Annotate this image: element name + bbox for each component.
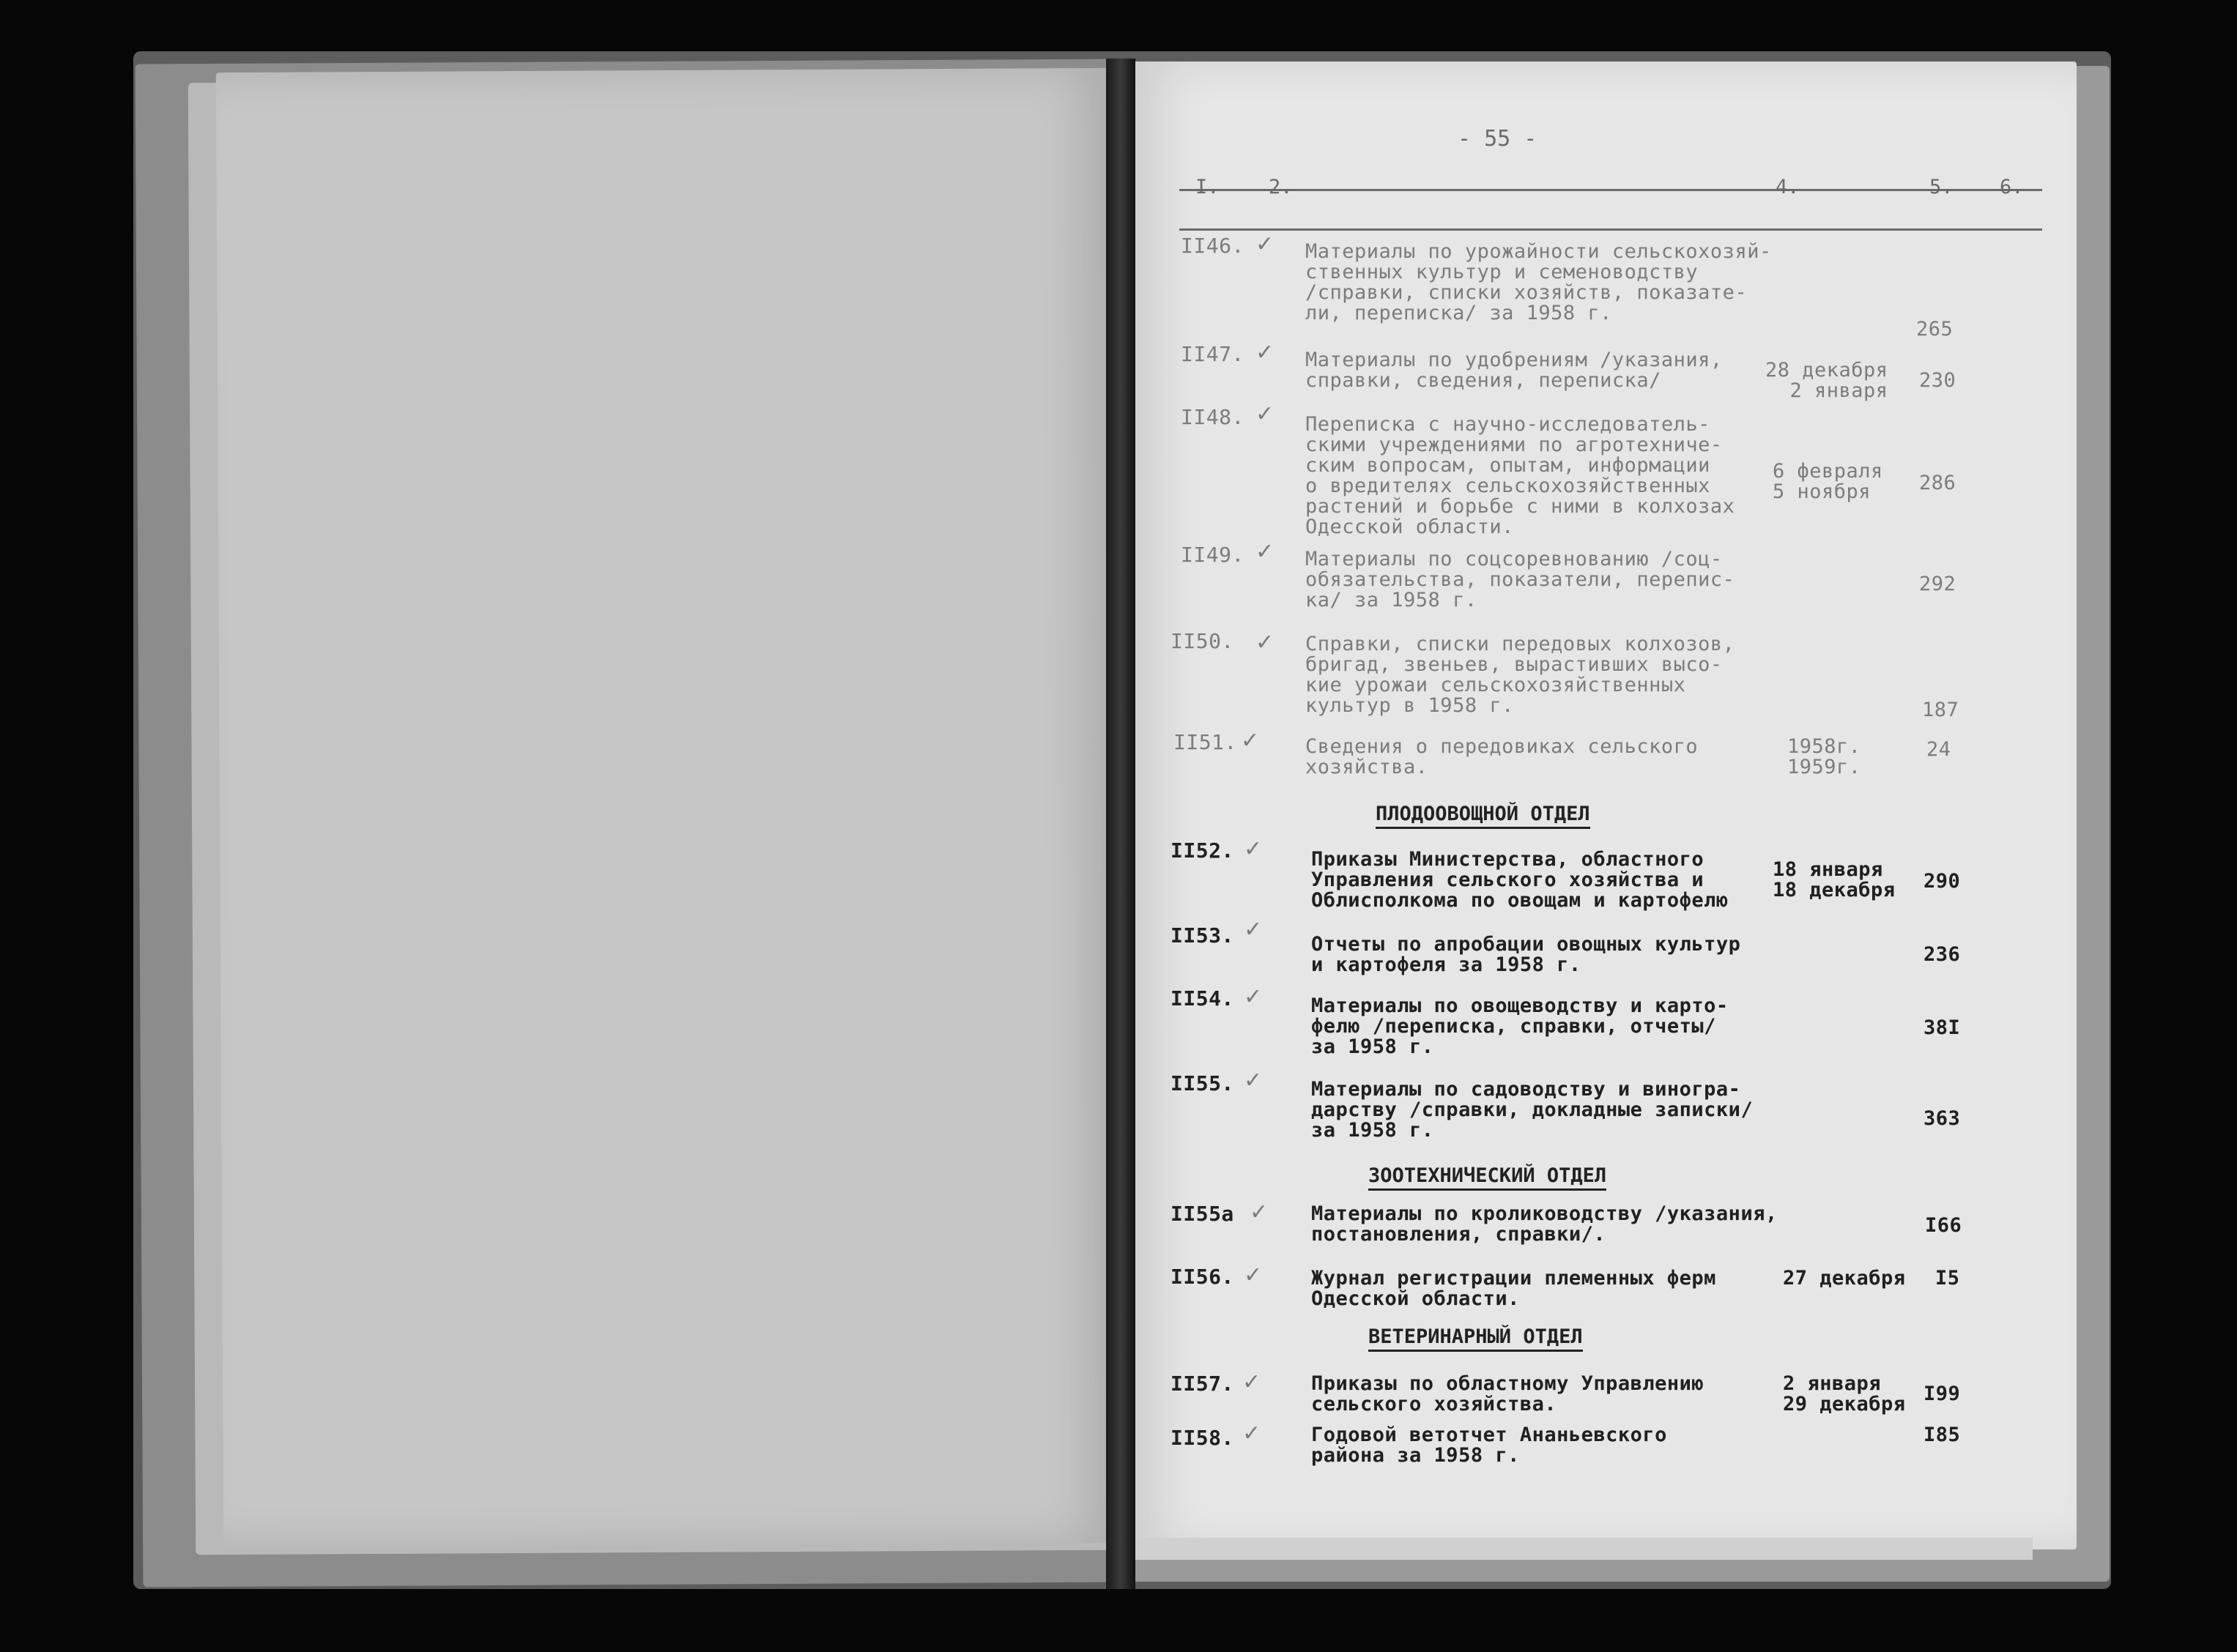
entry-number: II55. xyxy=(1171,1071,1234,1095)
entry-number: II48. xyxy=(1181,405,1244,429)
check-icon: ✓ xyxy=(1255,340,1275,365)
page-number: - 55 - xyxy=(1458,126,1537,152)
entry-text: Сведения о передовиках сельского хозяйства. xyxy=(1305,735,1699,778)
entry-number: II49. xyxy=(1181,543,1244,567)
entry-text: Приказы Министерства, областного Управления сельского хозяйства и Облисполкома по овощам и картофелю xyxy=(1311,848,1729,912)
entry-number: II51. xyxy=(1173,730,1237,754)
entry-pages: 24 xyxy=(1926,738,1951,761)
entry-dates: 27 декабря xyxy=(1783,1267,1906,1290)
entry-text: Материалы по урожайности сельскохозяй- ственных культур и семеноводству /справки, списки хозяйств, показате- ли, переписка/ за 1958 г. xyxy=(1305,240,1772,324)
check-icon: ✓ xyxy=(1255,630,1275,655)
entry-text: Справки, списки передовых колхозов, бригад, звеньев, вырастивших высо- кие урожаи сельскохозяйственных культур в 1958 г. xyxy=(1305,633,1735,717)
entry-pages: I99 xyxy=(1923,1383,1961,1405)
section-heading: ЗООТЕХНИЧЕСКИЙ ОТДЕЛ xyxy=(1368,1164,1606,1191)
entry-pages: I85 xyxy=(1923,1424,1961,1446)
header-rule-bottom xyxy=(1179,228,2042,231)
entry-dates: 1958г. 1959г. xyxy=(1787,735,1861,778)
entry-text: Журнал регистрации племенных ферм Одесской области. xyxy=(1311,1267,1716,1310)
entry-dates: 2 января 29 декабря xyxy=(1783,1372,1906,1415)
entry-pages: 363 xyxy=(1923,1107,1961,1130)
book-gutter xyxy=(1106,59,1135,1589)
entry-number: II53. xyxy=(1171,923,1234,948)
entry-number: II57. xyxy=(1171,1372,1234,1396)
col-head-5: 5. xyxy=(1929,176,1954,198)
entry-pages: 265 xyxy=(1916,318,1954,341)
entry-number: II47. xyxy=(1181,342,1244,366)
check-icon: ✓ xyxy=(1250,1199,1269,1225)
col-head-6: 6. xyxy=(2000,176,2024,198)
entry-text: Материалы по овощеводству и карто- фелю /переписка, справки, отчеты/ за 1958 г. xyxy=(1311,994,1729,1058)
entry-text: Материалы по садоводству и виногра- дарству /справки, докладные записки/ за 1958 г. xyxy=(1311,1078,1754,1142)
check-icon: ✓ xyxy=(1241,728,1260,754)
entry-pages: I5 xyxy=(1935,1267,1960,1290)
header-rule-top xyxy=(1179,189,2042,191)
entry-dates: 28 декабря 2 января xyxy=(1765,359,1888,402)
entry-number: II56. xyxy=(1171,1265,1234,1289)
entry-text: Приказы по областному Управлению сельского хозяйства. xyxy=(1311,1372,1704,1415)
col-head-1: I. xyxy=(1195,176,1220,198)
entry-pages: 230 xyxy=(1919,369,1956,392)
entry-number: II54. xyxy=(1171,986,1234,1011)
entry-text: Материалы по кролиководству /указания, постановления, справки/. xyxy=(1311,1202,1778,1246)
entry-text: Отчеты по апробации овощных культур и картофеля за 1958 г. xyxy=(1311,933,1741,976)
entry-pages: 290 xyxy=(1923,870,1961,893)
check-icon: ✓ xyxy=(1244,836,1263,862)
entry-text: Годовой ветотчет Ананьевского района за 1958 г. xyxy=(1311,1424,1667,1467)
entry-pages: 236 xyxy=(1923,943,1961,966)
left-page-blank xyxy=(216,68,1118,1547)
col-head-4: 4. xyxy=(1776,176,1800,198)
check-icon: ✓ xyxy=(1244,984,1263,1010)
check-icon: ✓ xyxy=(1255,539,1275,565)
check-icon: ✓ xyxy=(1255,401,1275,427)
entry-pages: 187 xyxy=(1922,699,1959,721)
entry-number: II58. xyxy=(1171,1426,1234,1450)
col-head-2: 2. xyxy=(1269,176,1293,198)
entry-pages: I66 xyxy=(1925,1214,1962,1237)
entry-number: II55а xyxy=(1171,1202,1234,1226)
page-edges xyxy=(1132,1538,2033,1560)
check-icon: ✓ xyxy=(1242,1421,1261,1446)
check-icon: ✓ xyxy=(1255,231,1275,257)
entry-number: II50. xyxy=(1171,629,1234,653)
entry-dates: 18 января 18 декабря xyxy=(1773,858,1896,901)
entry-text: Материалы по удобрениям /указания, справки, сведения, переписка/ xyxy=(1305,349,1723,392)
entry-pages: 292 xyxy=(1919,573,1956,595)
check-icon: ✓ xyxy=(1242,1369,1261,1395)
entry-number: II46. xyxy=(1181,234,1244,258)
entry-pages: 38I xyxy=(1923,1016,1961,1039)
entry-text: Материалы по соцсоревнованию /соц- обязательства, показатели, перепис- ка/ за 1958 г. xyxy=(1305,548,1735,611)
entry-pages: 286 xyxy=(1919,472,1956,494)
section-heading: ВЕТЕРИНАРНЫЙ ОТДЕЛ xyxy=(1368,1325,1583,1352)
entry-dates: 6 февраля 5 ноября xyxy=(1773,460,1883,503)
check-icon: ✓ xyxy=(1244,1262,1263,1288)
check-icon: ✓ xyxy=(1244,917,1263,942)
entry-number: II52. xyxy=(1171,838,1234,863)
section-heading: ПЛОДООВОЩНОЙ ОТДЕЛ xyxy=(1376,803,1590,829)
check-icon: ✓ xyxy=(1244,1068,1263,1093)
entry-text: Переписка с научно-исследователь- скими учреждениями по агротехниче- ским вопросам, опытам, информации о вредителях сельскохозяйственных растений и борьбе с ними в колхозах Одесской области. xyxy=(1305,413,1735,538)
